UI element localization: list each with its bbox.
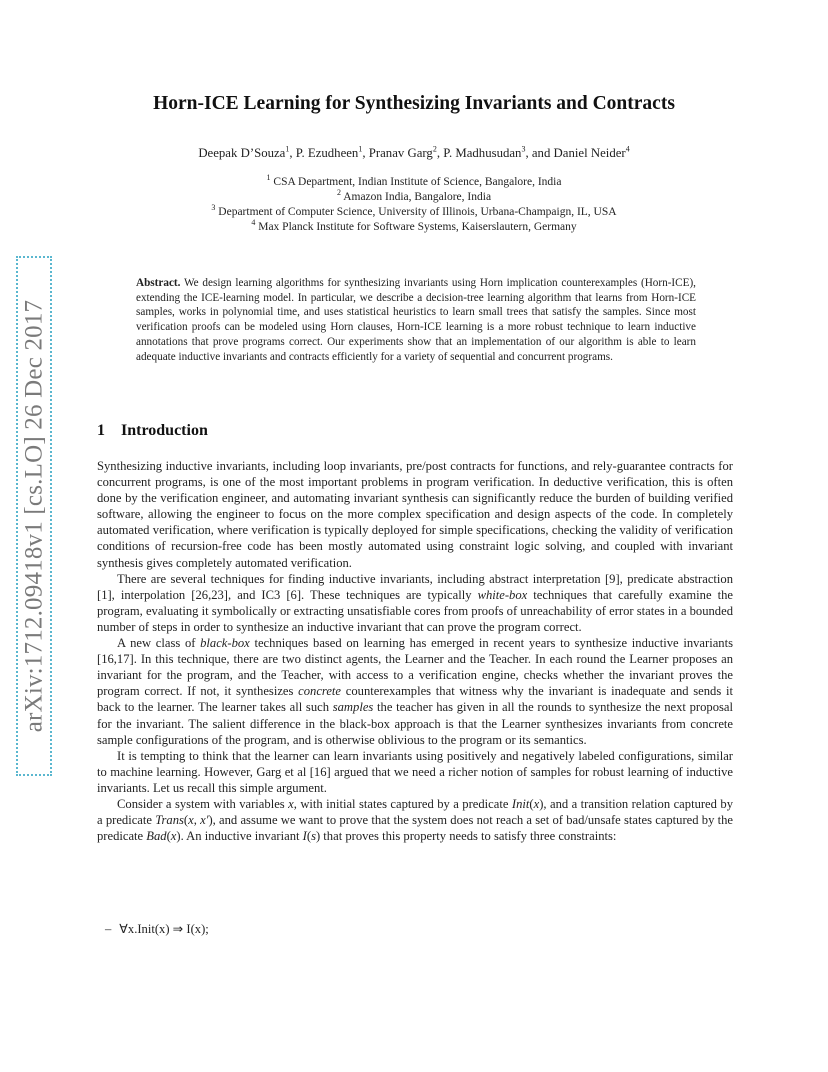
paragraph-text: ,: [193, 813, 201, 828]
emphasis-text: x: [170, 829, 177, 844]
emphasis-text: concrete: [298, 684, 342, 699]
body-paragraph: [97, 748, 733, 796]
paragraph-text: A new class of: [117, 636, 201, 651]
affiliation-mark: 3: [211, 203, 216, 213]
affiliation-line: [80, 190, 748, 205]
emphasis-text: Init: [511, 796, 530, 811]
author-affil-mark: 4: [625, 144, 630, 154]
affiliation-line: [80, 205, 748, 220]
author-separator: ,: [289, 146, 296, 160]
affiliation-line: [80, 220, 748, 235]
paragraph-text: ). An inductive invariant: [176, 829, 303, 844]
arxiv-stamp: [16, 256, 52, 776]
author-name: Pranav Garg: [368, 146, 433, 160]
paragraph-text: counterexamples that witness why the invariant is inadequate and sends it back to the learner. The learner takes all such: [97, 684, 733, 715]
affiliation-line: [80, 175, 748, 190]
body-paragraph: [97, 635, 733, 748]
affiliation-text: Department of Computer Science, University of Illinois, Urbana-Champaign, IL, USA: [215, 206, 617, 218]
paragraph-text: (: [166, 829, 171, 844]
affiliation-text: Amazon India, Bangalore, India: [340, 191, 492, 203]
paragraph-text: Consider a system with variables: [117, 796, 289, 811]
body-paragraph: [97, 796, 733, 844]
emphasis-text: Trans: [155, 813, 184, 828]
author-name: P. Madhusudan: [443, 146, 522, 160]
emphasis-text: samples: [332, 700, 374, 715]
paragraph-text: techniques based on learning has emerged in recent years to synthesize inductive invariants [16,17]. In this technique, there are two distinct agents, the Learner and the Teacher. In each round the Learner proposes an invariant for the program, and the Teacher, with access to a verification engine, checks whether the invariant proves the program correct. If not, it synthesizes: [97, 636, 733, 699]
affiliation-text: CSA Department, Indian Institute of Science, Bangalore, India: [270, 176, 562, 188]
paragraph-text: (: [529, 796, 534, 811]
paragraph-text: Synthesizing inductive invariants, including loop invariants, pre/post contracts for functions, and rely-guarantee contracts for concurrent programs, is one of the most important problems in program verification. In deductive verification, this is often done by the verification engineer, and automating invariant synthesis can significantly reduce the burden of building verified software, allowing the engineer to focus on the more complex specification and design aspects of the code. In completely automated verification, where verification is typically deployed for simple specifications, checking the validity of verification conditions of recursion-free code has been mostly automated using constraint logic solving, and coupled with invariant synthesis gives completely automated verification.: [97, 459, 733, 570]
body-paragraph: [97, 458, 733, 571]
paragraph-text: techniques that carefully examine the program, evaluating it symbolically or extracting unsatisfiable cores from proofs of unreachability of error states in a bounded number of steps in order to synthesize an inductive invariant that can prove the program correct.: [97, 587, 733, 634]
author-list: [80, 146, 748, 161]
emphasis-text: x: [533, 796, 540, 811]
author-affil-mark: 2: [432, 144, 437, 154]
abstract: [136, 276, 696, 364]
section-heading: [97, 422, 208, 440]
bullet-text: ∀x.Init(x) ⇒ I(x);: [119, 922, 209, 936]
author-affil-mark: 1: [285, 144, 290, 154]
emphasis-text: x′: [200, 813, 209, 828]
emphasis-text: x: [288, 796, 294, 811]
section-number: 1: [97, 422, 105, 439]
paragraph-text: (: [306, 829, 312, 844]
bullet-dash: –: [105, 922, 112, 936]
author-affil-mark: 3: [521, 144, 526, 154]
emphasis-text: s: [311, 829, 316, 844]
author-separator: , and: [525, 146, 554, 160]
affiliation-text: Max Planck Institute for Software Systems, Kaiserslautern, Germany: [255, 221, 577, 233]
affiliation-mark: 4: [251, 218, 256, 228]
paragraph-text: the teacher has given in all the rounds to synthesize the next proposal for the invariant. The salient difference in the black-box approach is that the Learner synthesizes invariants from concrete sample configurations of the program, and is otherwise oblivious to the program or its semantics.: [97, 700, 733, 747]
affiliation-list: [80, 175, 748, 235]
emphasis-text: Bad: [146, 829, 167, 844]
abstract-text: We design learning algorithms for synthesizing invariants using Horn implication counterexamples (Horn-ICE), extending the ICE-learning model. In particular, we describe a decision-tree learning algorithm that learns from Horn-ICE samples, works in polynomial time, and uses statistical heuristics to learn small trees that satisfy the samples. Since most verification proofs can be modeled using Horn clauses, Horn-ICE learning is a more robust technique to learn inductive annotations that prove programs correct. Our experiments show that an implementation of our algorithm is able to learn adequate inductive invariants and contracts efficiently for a variety of sequential and concurrent programs.: [136, 277, 696, 363]
paragraph-text: ), and a transition relation captured by a predicate: [97, 796, 733, 828]
paragraph-text: There are several techniques for finding inductive invariants, including abstract interpretation [9], predicate abstraction [1], interpolation [26,23], and IC3 [6]. These techniques are typically: [97, 571, 733, 602]
author-name: Daniel Neider: [553, 146, 626, 160]
author-affil-mark: 1: [358, 144, 363, 154]
body-text: [97, 458, 733, 844]
author-separator: ,: [362, 146, 369, 160]
paragraph-text: ) that proves this property needs to satisfy three constraints:: [315, 829, 617, 844]
author-name: P. Ezudheen: [295, 146, 359, 160]
emphasis-text: white-box: [477, 587, 528, 602]
emphasis-text: black-box: [200, 636, 250, 651]
affiliation-mark: 1: [266, 173, 271, 183]
paper-title: Horn-ICE Learning for Synthesizing Invariants and Contracts: [153, 93, 675, 114]
author-name: Deepak D’Souza: [198, 146, 286, 160]
paragraph-text: ), and assume we want to prove that the system does not reach a set of bad/unsafe states captured by the predicate: [97, 813, 734, 844]
affiliation-mark: 2: [336, 188, 341, 198]
paragraph-text: It is tempting to think that the learner can learn invariants using positively and negatively labeled configurations, similar to machine learning. However, Garg et al [16] argued that we need a richer notion of samples for robust learning of inductive invariants. Let us recall this simple argument.: [97, 748, 733, 795]
section-title: Introduction: [121, 422, 208, 439]
body-paragraph: [97, 571, 733, 635]
paragraph-text: (: [183, 813, 189, 828]
emphasis-text: I: [302, 829, 307, 844]
emphasis-text: x: [188, 813, 194, 828]
author-separator: ,: [436, 146, 444, 160]
arxiv-id: arXiv:1712.09418v1 [cs.LO] 26 Dec 2017: [20, 299, 48, 733]
constraint-bullet: [105, 921, 209, 937]
abstract-label: Abstract.: [136, 277, 181, 289]
paragraph-text: , with initial states captured by a predicate: [293, 796, 512, 811]
